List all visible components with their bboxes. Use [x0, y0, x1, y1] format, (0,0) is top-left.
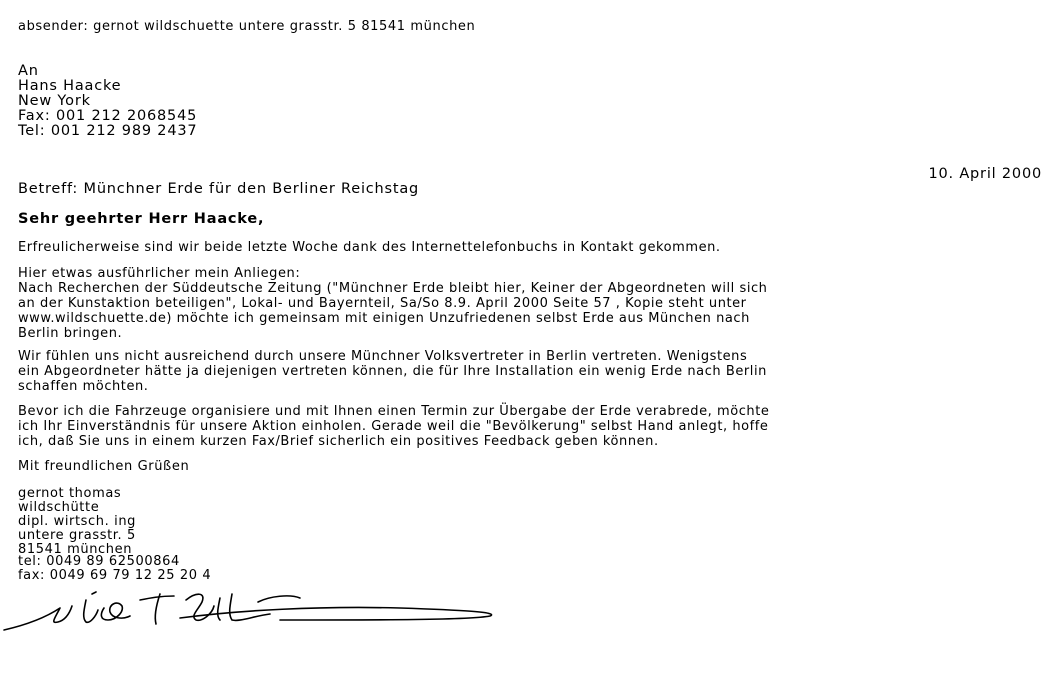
sender-block-line: fax: 0049 69 79 12 25 20 4 — [18, 568, 212, 583]
paragraph-line: Erfreulicherweise sind wir beide letzte Woche dank des Internettelefonbuchs in Kontakt gekommen. — [18, 240, 721, 255]
sender-block-line: gernot thomas — [18, 486, 122, 501]
paragraph-line: www.wildschuette.de) möchte ich gemeinsam mit einigen Unzufriedenen selbst Erde aus München nach — [18, 311, 750, 326]
recipient-tel: Tel: 001 212 989 2437 — [18, 123, 198, 139]
subject-line: Betreff: Münchner Erde für den Berliner Reichstag — [18, 181, 420, 197]
paragraph-line: ich Ihr Einverständnis für unsere Aktion einholen. Gerade weil die "Bevölkerung" selbst Hand anlegt, hoffe — [18, 419, 769, 434]
paragraph-representation — [18, 349, 1040, 394]
paragraph-intro — [18, 240, 1040, 255]
sender-block-line: 81541 münchen — [18, 542, 133, 557]
sender-block-line: tel: 0049 89 62500864 — [18, 554, 180, 569]
recipient-fax: Fax: 001 212 2068545 — [18, 108, 198, 124]
paragraph-line: ich, daß Sie uns in einem kurzen Fax/Brief sicherlich ein positives Feedback geben können. — [18, 434, 659, 449]
recipient-label: An — [18, 63, 39, 79]
sender-block-line: wildschütte — [18, 500, 100, 515]
salutation: Sehr geehrter Herr Haacke, — [18, 211, 265, 227]
paragraph-line: an der Kunstaktion beteiligen", Lokal- und Bayernteil, Sa/So 8.9. April 2000 Seite 57 , Kopie steht unter — [18, 296, 747, 311]
sender-block-line: dipl. wirtsch. ing — [18, 514, 137, 529]
sender-block-line: untere grasstr. 5 — [18, 528, 136, 543]
paragraph-line: Wir fühlen uns nicht ausreichend durch unsere Münchner Volksvertreter in Berlin vertreten. Wenigstens — [18, 349, 748, 364]
paragraph-line: Berlin bringen. — [18, 326, 123, 341]
paragraph-line: Hier etwas ausführlicher mein Anliegen: — [18, 266, 301, 281]
paragraph-line: schaffen möchten. — [18, 379, 149, 394]
sender-address-line: absender: gernot wildschuette untere grasstr. 5 81541 münchen — [18, 19, 476, 34]
closing-line: Mit freundlichen Grüßen — [18, 459, 190, 474]
recipient-city: New York — [18, 93, 91, 109]
recipient-name: Hans Haacke — [18, 78, 122, 94]
paragraph-line: Nach Recherchen der Süddeutsche Zeitung ("Münchner Erde bleibt hier, Keiner der Abgeordneten will sich — [18, 281, 768, 296]
paragraph-request — [18, 266, 1040, 341]
letter-date: 10. April 2000 — [928, 166, 1042, 182]
paragraph-request-consent — [18, 404, 1040, 449]
handwritten-signature-icon — [0, 588, 510, 636]
paragraph-line: ein Abgeordneter hätte ja diejenigen vertreten können, die für Ihre Installation ein wenig Erde nach Berlin — [18, 364, 767, 379]
paragraph-line: Bevor ich die Fahrzeuge organisiere und mit Ihnen einen Termin zur Übergabe der Erde verabrede, möchte — [18, 404, 770, 419]
